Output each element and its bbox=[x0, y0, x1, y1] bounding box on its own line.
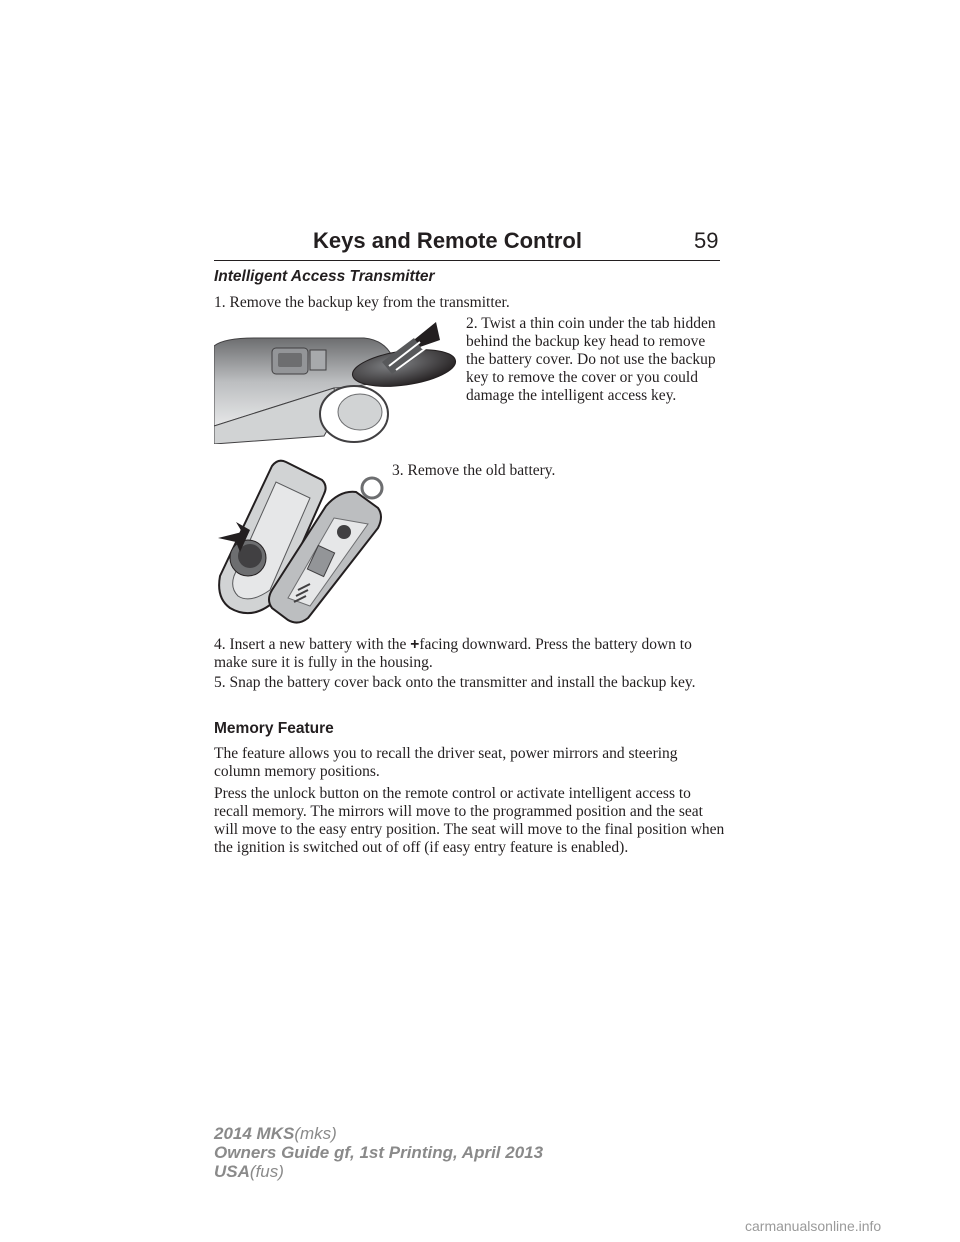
footer-model: 2014 MKS bbox=[214, 1124, 295, 1143]
remove-battery-icon bbox=[214, 458, 384, 628]
step-4-text-after: facing downward. Press the battery down to make sure it is fully in the housing. bbox=[214, 636, 692, 671]
step-4-text-before: 4. Insert a new battery with the bbox=[214, 636, 407, 653]
memory-feature-paragraph-2: Press the unlock button on the remote control or activate intelligent access to recall memory. The mirrors will move to the programmed position and the seat will move to the easy entry position. The seat will move to the final position when the ignition is switched out of off (if easy entry feature is enabled). bbox=[214, 785, 725, 856]
remove-battery-illustration bbox=[214, 458, 384, 628]
footer-market-line bbox=[214, 1162, 543, 1181]
step-3: 3. Remove the old battery. bbox=[392, 462, 556, 479]
footer-model-code: (mks) bbox=[294, 1124, 337, 1143]
page-footer bbox=[214, 1124, 543, 1181]
battery-cover-removal-illustration bbox=[214, 316, 459, 444]
watermark: carmanualsonline.info bbox=[745, 1218, 882, 1234]
memory-feature-paragraph-1: The feature allows you to recall the driver seat, power mirrors and steering column memory positions. bbox=[214, 745, 678, 780]
battery-cover-removal-icon bbox=[214, 316, 459, 444]
footer-model-line bbox=[214, 1124, 543, 1143]
step-1: 1. Remove the backup key from the transmitter. bbox=[214, 294, 510, 311]
section-title-intelligent-access: Intelligent Access Transmitter bbox=[214, 268, 435, 285]
footer-guide: Owners Guide gf, 1st Printing, April 2013 bbox=[214, 1143, 544, 1162]
plus-symbol: + bbox=[410, 636, 420, 653]
step-4 bbox=[214, 636, 724, 672]
footer-market-code: (fus) bbox=[249, 1162, 284, 1181]
section-title-memory-feature: Memory Feature bbox=[214, 720, 334, 737]
page-number: 59 bbox=[694, 228, 719, 253]
step-2: 2. Twist a thin coin under the tab hidden behind the backup key head to remove the battery cover. Do not use the backup key to remove the cover or you could damage the intelligent access key. bbox=[466, 315, 716, 404]
header-divider bbox=[214, 260, 720, 261]
page-header-title: Keys and Remote Control bbox=[313, 228, 582, 253]
step-5: 5. Snap the battery cover back onto the transmitter and install the backup key. bbox=[214, 674, 696, 691]
footer-market: USA bbox=[214, 1162, 250, 1181]
